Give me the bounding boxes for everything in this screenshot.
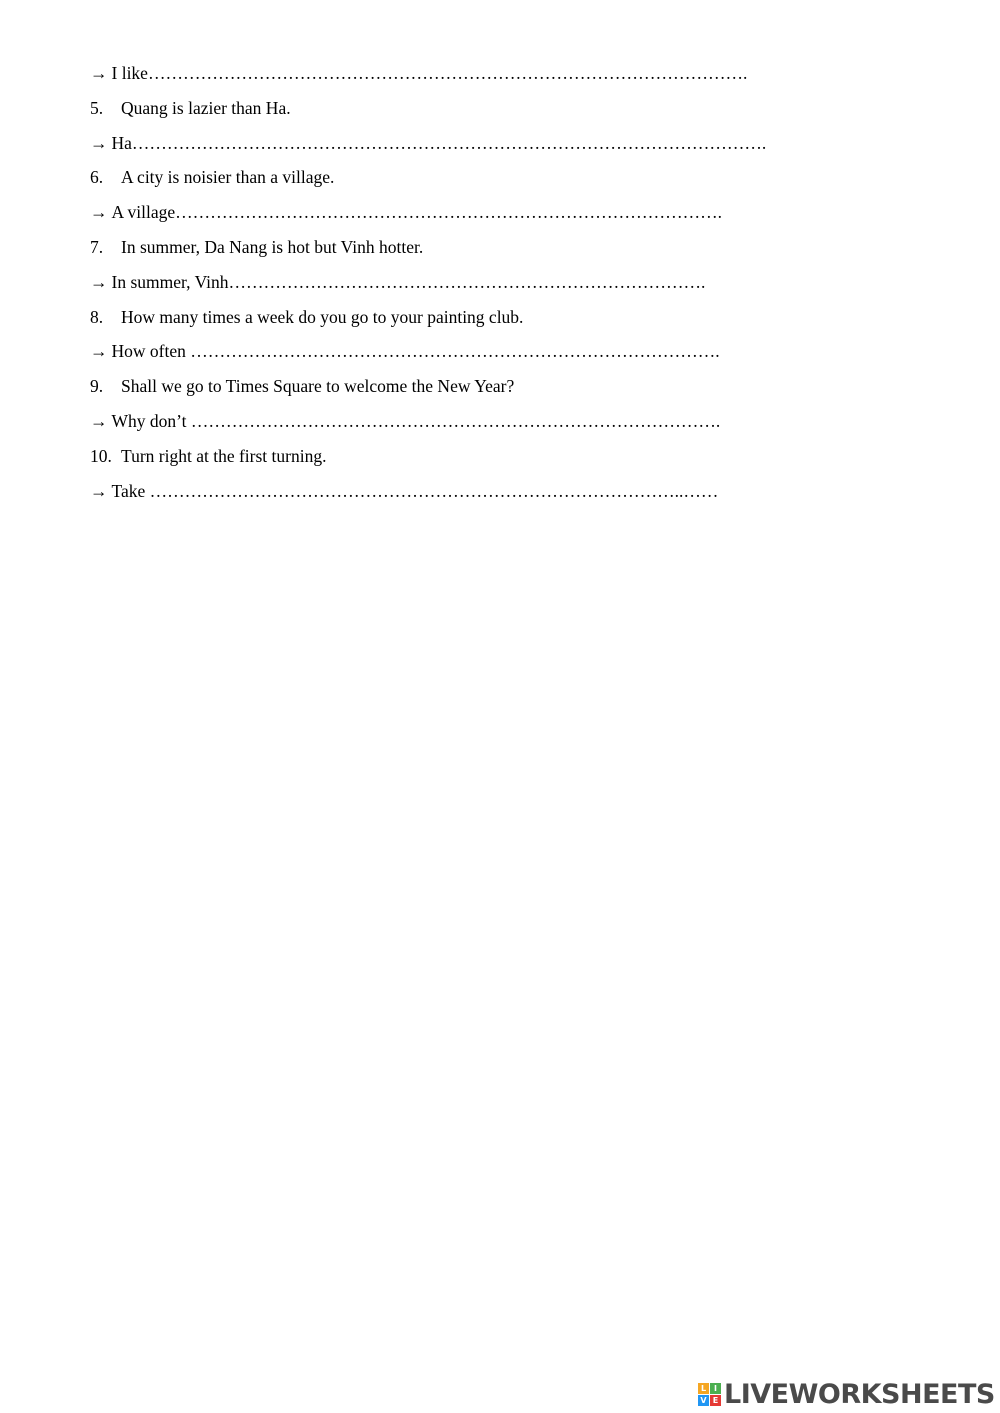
answer-line-6 — [90, 195, 870, 230]
question-7 — [90, 230, 870, 265]
question-number: 5. — [90, 97, 104, 118]
answer-prompt: Ha………………………………………………………………………………………………. — [111, 132, 767, 153]
arrow-icon: → — [90, 410, 108, 431]
answer-prompt: A village…………………………………………………………………………………. — [111, 202, 723, 223]
answer-prompt: I like…………………………………………………………………………………………. — [111, 63, 748, 83]
question-number: 10. — [90, 445, 112, 466]
question-text: Shall we go to Times Square to welcome the New Year? — [121, 376, 515, 397]
question-text: Turn right at the first turning. — [121, 445, 327, 466]
liveworksheets-logo — [698, 1376, 995, 1412]
arrow-icon: → — [90, 132, 108, 153]
question-5 — [90, 91, 870, 126]
answer-line-5 — [90, 126, 870, 161]
arrow-icon: → — [90, 202, 108, 223]
answer-prompt: In summer, Vinh………………………………………………………………………. — [111, 271, 706, 292]
arrow-icon: → — [90, 271, 108, 292]
question-text: How many times a week do you go to your painting club. — [121, 306, 524, 327]
answer-line-8 — [90, 334, 870, 369]
logo-mark-cell: I — [710, 1383, 721, 1394]
answer-prompt: How often ………………………………………………………………………………. — [111, 341, 720, 362]
answer-line-4 — [90, 56, 870, 91]
answer-line-10 — [90, 474, 870, 509]
question-9 — [90, 369, 870, 404]
logo-mark-cell: E — [710, 1395, 721, 1406]
logo-mark-icon — [698, 1383, 721, 1406]
question-6 — [90, 160, 870, 195]
answer-line-7 — [90, 265, 870, 300]
worksheet-content — [90, 56, 870, 508]
answer-line-9 — [90, 404, 870, 439]
question-text: In summer, Da Nang is hot but Vinh hotter. — [121, 236, 424, 257]
logo-mark-cell: L — [698, 1383, 709, 1394]
question-number: 8. — [90, 306, 104, 327]
arrow-icon: → — [90, 480, 108, 501]
arrow-icon: → — [90, 63, 108, 83]
arrow-icon: → — [90, 341, 108, 362]
question-number: 6. — [90, 167, 104, 188]
answer-prompt: Why don’t ………………………………………………………………………………. — [111, 410, 721, 431]
question-text: A city is noisier than a village. — [121, 167, 335, 188]
question-8 — [90, 300, 870, 335]
answer-prompt: Take ………………………………………………………………………………..…… — [111, 480, 719, 501]
question-10 — [90, 439, 870, 474]
question-number: 7. — [90, 236, 104, 257]
question-text: Quang is lazier than Ha. — [121, 97, 291, 118]
logo-mark-cell: V — [698, 1395, 709, 1406]
question-number: 9. — [90, 376, 104, 397]
logo-text: LIVEWORKSHEETS — [724, 1378, 995, 1410]
